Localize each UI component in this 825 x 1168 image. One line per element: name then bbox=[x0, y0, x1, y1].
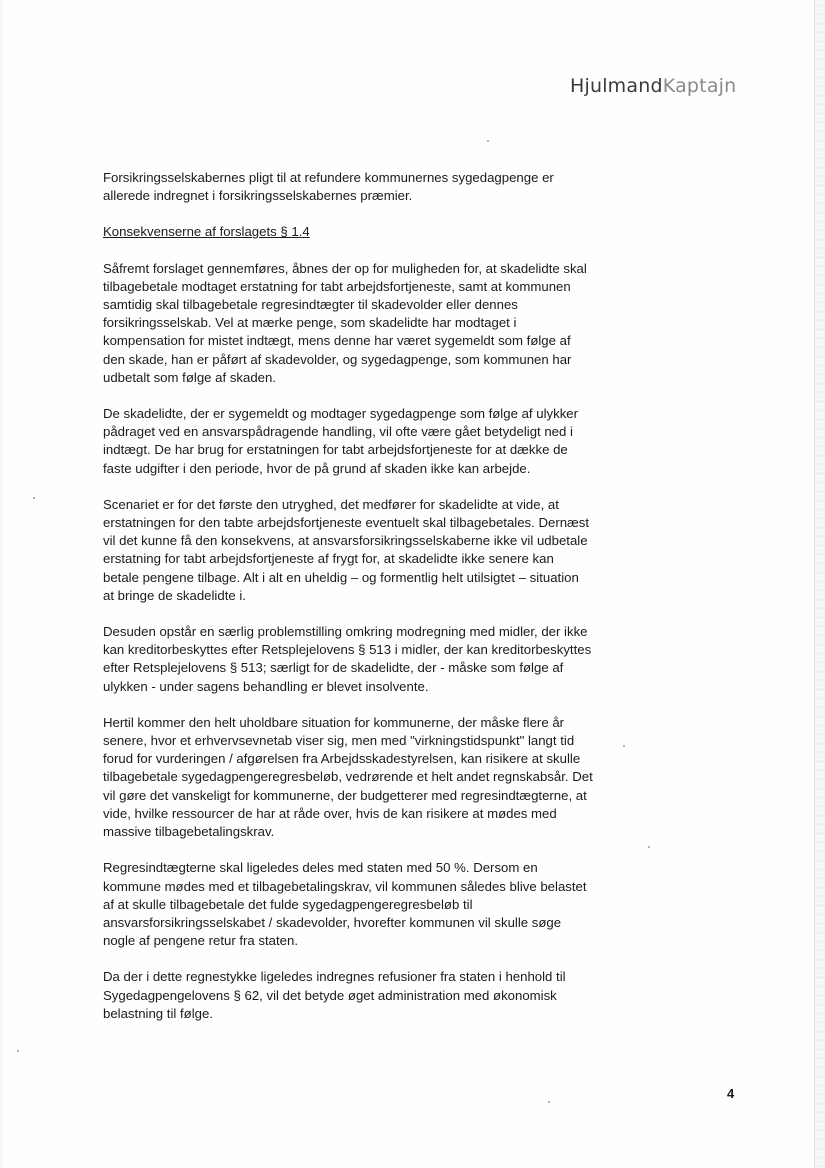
intro-paragraph: Forsikringsselskabernes pligt til at refundere kommunernes sygedagpenge er allerede indregnet i forsikringsselskabernes præmier. bbox=[103, 170, 554, 204]
scan-speck bbox=[17, 1050, 19, 1052]
page-number: 4 bbox=[727, 1086, 735, 1101]
body-paragraph: Scenariet er for det første den utryghed, det medfører for skadelidte at vide, at erstatningen for den tabte arbejdsfortjeneste eventuelt skal tilbagebetales. Dernæst vil det kunne få den konsekvens, at ansvarsforsikringsselskaberne ikke vil udbetale erstatning for tabt arbejdsfortjeneste af frygt for, at skadelidte ikke senere kan betale pengene tilbage. Alt i alt en uheldig – og formentlig helt utilsigtet – situation at bringe de skadelidte i. bbox=[103, 496, 590, 603]
scan-edge-left bbox=[0, 0, 3, 1168]
scan-speck bbox=[33, 497, 35, 499]
body-paragraph: Hertil kommer den helt uholdbare situation for kommunerne, der måske flere år senere, hvor et erhvervsevnetab viser sig, men med "virkningstidspunkt" langt tid forud for vurderingen / afgørelsen fra Arbejdsskadestyrelsen, kan risikere at skulle tilbagebetale sygedagpengeregresbeløb, vedrørende et helt andet regnskabsår. Det vil gøre det vanskeligt for kommunerne, der budgetterer med regresindtægterne, at vide, hvilke ressourcer de har at råde over, hvis de kan risikere at mødes med massive tilbagebetalingskrav. bbox=[103, 714, 593, 840]
logo-primary: Hjulmand bbox=[570, 75, 663, 97]
section-heading: Konsekvenserne af forslagets § 1.4 bbox=[103, 224, 310, 240]
scan-edge-right bbox=[814, 0, 825, 1168]
body-paragraph: Regresindtægterne skal ligeledes deles med staten med 50 %. Dersom en kommune mødes med et tilbagebetalingskrav, vil kommunen således blive belastet af at skulle tilbagebetale det fulde sygedagpengeregresbeløb til ansvarsforsikringsselskabet / skadevolder, hvorefter kommunen vil skulle søge nogle af pengene retur fra staten. bbox=[103, 860, 587, 949]
scan-speck bbox=[623, 745, 625, 747]
body-paragraph: Da der i dette regnestykke ligeledes indregnes refusioner fra staten i henhold til Sygedagpengelovens § 62, vil det betyde øget administration med økonomisk belastning til følge. bbox=[103, 969, 566, 1021]
body-paragraph: Såfremt forslaget gennemføres, åbnes der op for muligheden for, at skadelidte skal tilbagebetale modtaget erstatning for tabt arbejdsfortjeneste, samt at kommunen samtidig skal tilbagebetale regresindtægter til skadevolder eller dennes forsikringsselskab. Vel at mærke penge, som skadelidte har modtaget i kompensation for mistet indtægt, mens denne har været sygemeldt som følge af den skade, han er påført af skadevolder, og sygedagpenge, som kommunen har udbetalt som følge af skaden. bbox=[103, 260, 587, 385]
body-paragraph: Desuden opstår en særlig problemstilling omkring modregning med midler, der ikke kan kreditorbeskyttes efter Retsplejelovens § 513 i midler, der kan kreditorbeskyttes efter Retsplejelovens § 513; særligt for de skadelidte, der - måske som følge af ulykken - under sagens behandling er blevet insolvente. bbox=[103, 624, 592, 694]
scan-speck bbox=[648, 846, 650, 848]
scan-speck bbox=[487, 140, 489, 142]
logo-secondary: Kaptajn bbox=[662, 75, 737, 97]
company-logo bbox=[570, 75, 740, 97]
document-body bbox=[103, 169, 593, 1041]
scan-speck bbox=[548, 1101, 550, 1103]
body-paragraph: De skadelidte, der er sygemeldt og modtager sygedagpenge som følge af ulykker pådraget ved en ansvarspådragende handling, vil ofte være gået betydeligt ned i indtægt. De har brug for erstatningen for tabt arbejdsfortjeneste for at dække de faste udgifter i den periode, hvor de på grund af skaden ikke kan arbejde. bbox=[103, 406, 579, 476]
